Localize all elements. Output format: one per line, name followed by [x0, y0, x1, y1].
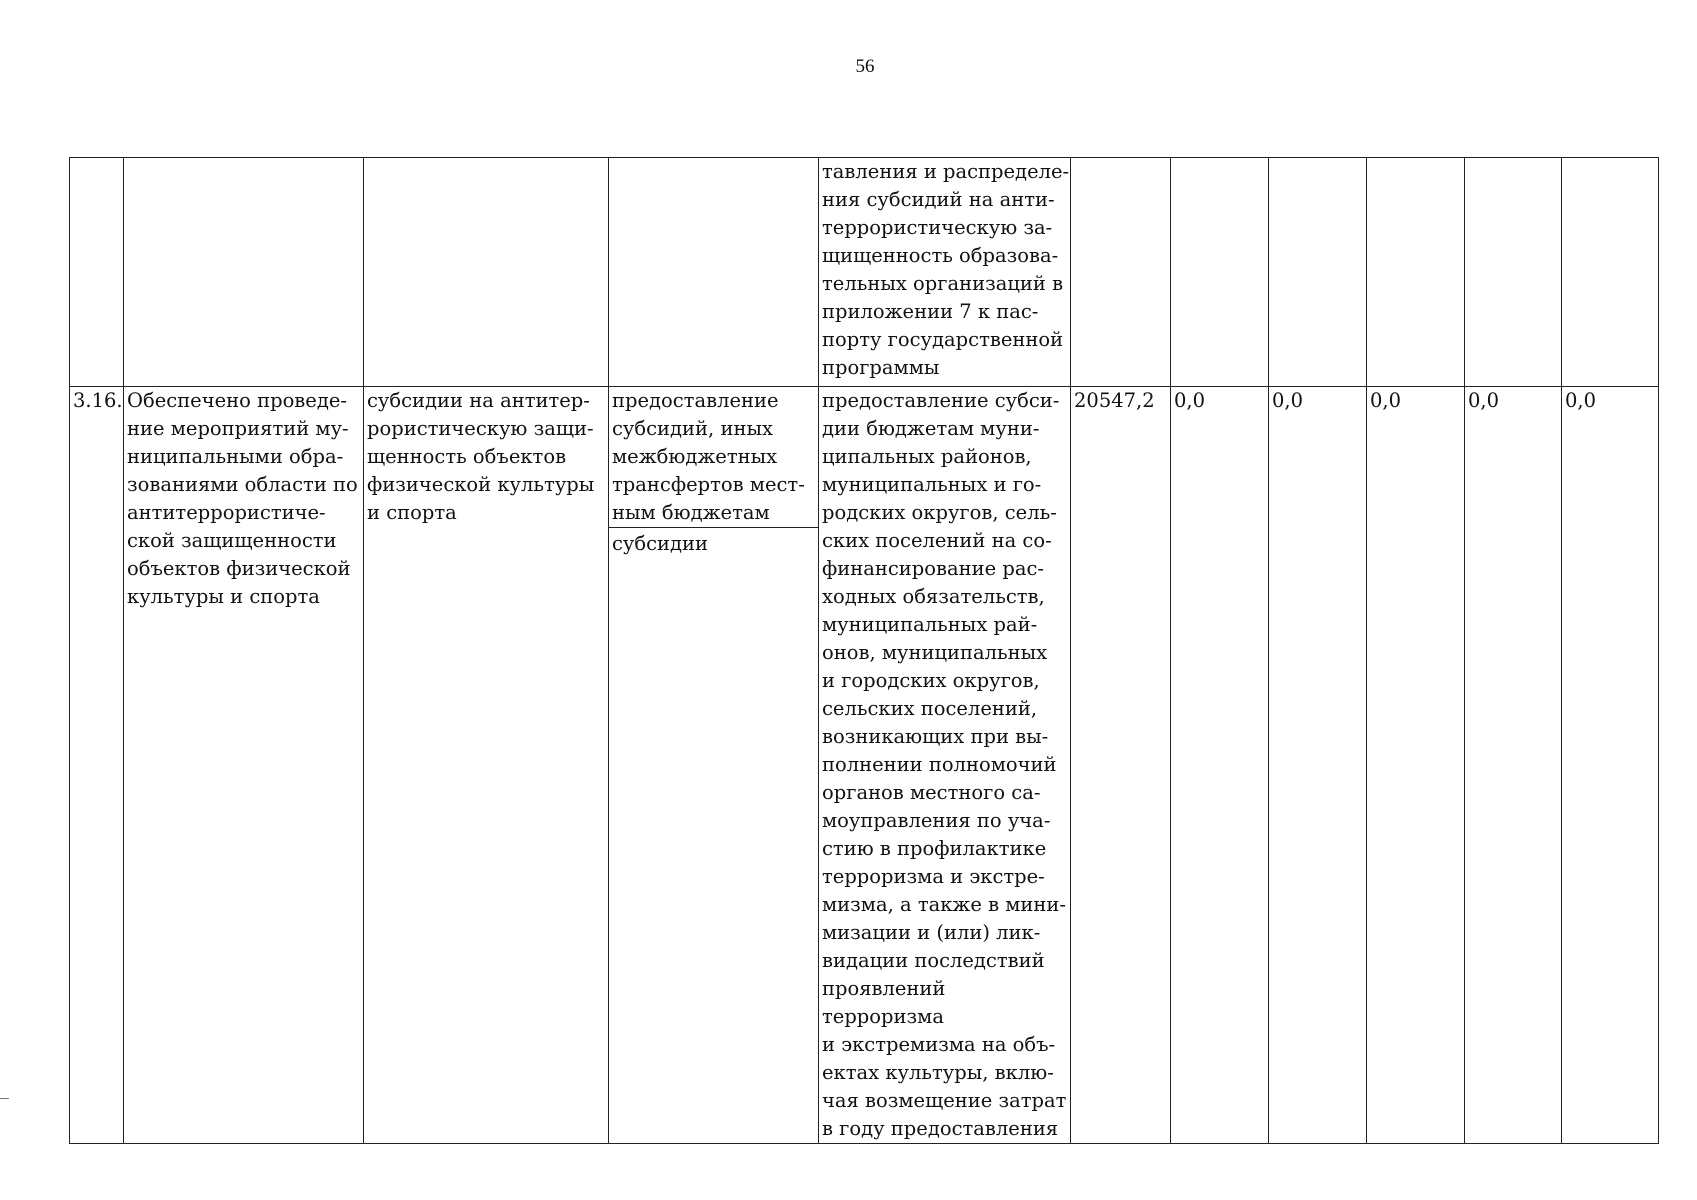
description-cell: предоставление субси- дии бюджетам муни- ципальных районов, муниципальных и го- родских округов, сель- ских поселений на со- финансирование рас- ходных обязательств, муниципальных рай- онов, муниципальных и городских округов, сельских поселений, возникающих при вы- полнении полномочий органов местного са- моуправления по уча- стию в профилактике терроризма и экстре- мизма, а также в мини- мизации и (или) лик- видации последствий проявлений терроризма и экстремизма на объ- ектах культуры, вклю- чая возмещение затрат в году предоставления: [819, 387, 1071, 1144]
row-number-cell: [70, 158, 124, 387]
value-cell: [1367, 158, 1465, 387]
result-cell: [124, 158, 364, 387]
measure-subtype-text: субсидии: [612, 532, 709, 555]
value-cell: 0,0: [1269, 387, 1367, 1144]
amount-cell: [1071, 158, 1171, 387]
value-cell: 0,0: [1367, 387, 1465, 1144]
row-number-cell: 3.16.: [70, 387, 124, 1144]
value-cell: 0,0: [1562, 387, 1659, 1144]
description-cell: тавления и распределе- ния субсидий на анти- террористическую за- щищенность образова- тельных организаций в приложении 7 к пас- порту государственной программы: [819, 158, 1071, 387]
table-row: [70, 158, 1659, 387]
measure-type-text: предоставление субсидий, иных межбюджетных трансфертов мест- ным бюджетам: [609, 387, 818, 528]
program-measures-table: [69, 157, 1659, 1144]
scan-edge-mark: [0, 1098, 9, 1099]
value-cell: 0,0: [1171, 387, 1269, 1144]
result-cell: Обеспечено проведе- ние мероприятий му- ниципальными обра- зованиями области по антитеррористиче- ской защищенности объектов физической культуры и спорта: [124, 387, 364, 1144]
value-cell: [1465, 158, 1562, 387]
table-row: [70, 387, 1659, 1144]
value-cell: [1269, 158, 1367, 387]
value-cell: 0,0: [1465, 387, 1562, 1144]
measure-name-cell: субсидии на антитер- рористическую защи- щенность объектов физической культуры и спорта: [364, 387, 609, 1144]
page-number: 56: [855, 56, 875, 77]
measure-type-cell: [609, 387, 819, 1144]
value-cell: [1562, 158, 1659, 387]
value-cell: [1171, 158, 1269, 387]
measure-type-cell: [609, 158, 819, 387]
amount-cell: 20547,2: [1071, 387, 1171, 1144]
measure-name-cell: [364, 158, 609, 387]
